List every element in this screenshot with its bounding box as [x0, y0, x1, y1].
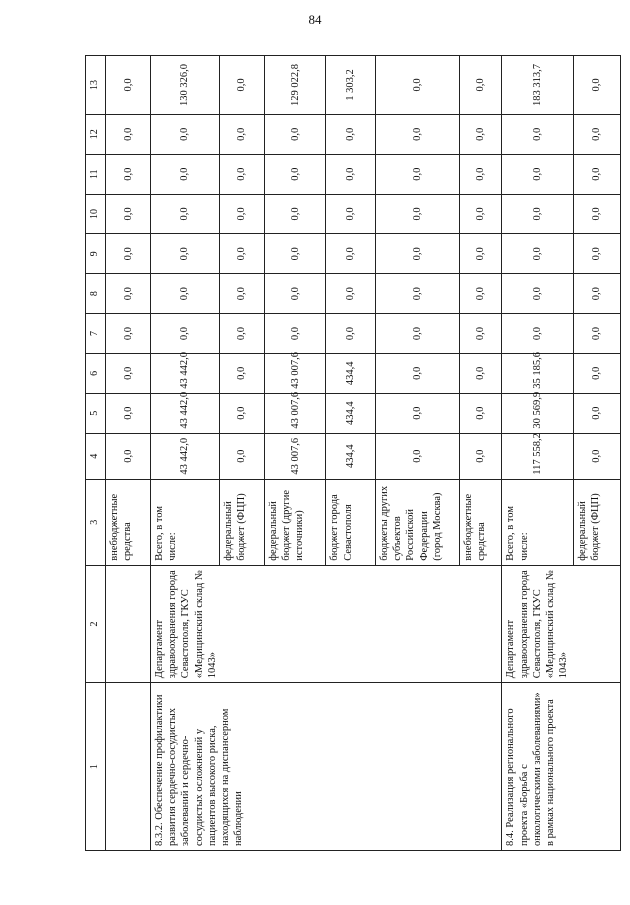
value-cell: 434,4 [326, 353, 376, 393]
value-cell: 0,0 [459, 274, 502, 314]
value-cell: 0,0 [459, 154, 502, 194]
header-cell: 4 [86, 433, 106, 479]
value-cell: 0,0 [376, 274, 460, 314]
value-cell: 0,0 [264, 114, 326, 154]
value-cell: 0,0 [376, 56, 460, 115]
value-cell: 0,0 [459, 393, 502, 433]
value-cell: 1 303,2 [326, 56, 376, 115]
value-cell: 0,0 [326, 154, 376, 194]
value-cell: 0,0 [219, 274, 264, 314]
value-cell: 0,0 [326, 234, 376, 274]
value-cell: 0,0 [219, 433, 264, 479]
page-number: 84 [308, 12, 322, 27]
value-cell: 0,0 [573, 433, 620, 479]
value-cell: 434,4 [326, 433, 376, 479]
rotated-table-wrapper [85, 55, 621, 851]
financing-table [85, 55, 621, 851]
measure-cell: 8.4. Реализация регионального проекта «Борьба с онкологическими заболеваниями» в рамках национального проекта [502, 683, 621, 851]
value-cell: 0,0 [326, 314, 376, 354]
value-cell: 43 442,0 [151, 393, 220, 433]
source-cell: федеральный бюджет (другие источники) [264, 479, 326, 565]
value-cell: 0,0 [106, 114, 151, 154]
value-cell: 0,0 [573, 56, 620, 115]
value-cell: 43 442,0 [151, 433, 220, 479]
value-cell: 0,0 [376, 154, 460, 194]
value-cell: 0,0 [376, 234, 460, 274]
value-cell: 0,0 [106, 234, 151, 274]
value-cell: 0,0 [459, 234, 502, 274]
header-cell: 11 [86, 154, 106, 194]
source-cell: Всего, в том числе: [502, 479, 573, 565]
value-cell: 117 558,2 [502, 433, 573, 479]
executor-cell: Департамент здравоохранения города Севастополя, ГКУС «Медицинский склад № 1043» [151, 565, 502, 682]
measure-cell: 8.3.2. Обеспечение профилактики развития сердечно-сосудистых заболеваний и сердечно-сосудистых осложнений у пациентов высокого риска, находящихся на диспансерном наблюдении [151, 683, 502, 851]
table-row [502, 56, 573, 851]
header-cell: 13 [86, 56, 106, 115]
value-cell: 0,0 [502, 114, 573, 154]
value-cell: 0,0 [219, 353, 264, 393]
value-cell: 0,0 [151, 274, 220, 314]
source-cell: бюджеты других субъектов Российской Федерации (город Москва) [376, 479, 460, 565]
value-cell: 0,0 [459, 353, 502, 393]
header-cell: 2 [86, 565, 106, 682]
value-cell: 0,0 [459, 314, 502, 354]
value-cell: 43 007,6 [264, 353, 326, 393]
value-cell: 0,0 [573, 234, 620, 274]
value-cell: 0,0 [573, 393, 620, 433]
value-cell: 0,0 [502, 194, 573, 234]
value-cell: 0,0 [376, 353, 460, 393]
value-cell: 43 442,0 [151, 353, 220, 393]
value-cell: 0,0 [326, 114, 376, 154]
value-cell: 0,0 [106, 353, 151, 393]
value-cell: 0,0 [264, 274, 326, 314]
value-cell: 0,0 [459, 56, 502, 115]
value-cell: 0,0 [376, 433, 460, 479]
executor-cell: Департамент здравоохранения города Севастополя, ГКУС «Медицинский склад № 1043» [502, 565, 621, 682]
value-cell: 0,0 [502, 234, 573, 274]
value-cell: 434,4 [326, 393, 376, 433]
value-cell: 0,0 [376, 194, 460, 234]
value-cell: 0,0 [219, 314, 264, 354]
value-cell: 0,0 [151, 314, 220, 354]
source-cell: федеральный бюджет (ФЦП) [219, 479, 264, 565]
value-cell: 0,0 [106, 433, 151, 479]
value-cell: 0,0 [326, 194, 376, 234]
value-cell: 43 007,6 [264, 393, 326, 433]
value-cell: 0,0 [459, 433, 502, 479]
value-cell: 43 007,6 [264, 433, 326, 479]
value-cell: 0,0 [106, 194, 151, 234]
value-cell: 0,0 [459, 114, 502, 154]
value-cell: 0,0 [376, 114, 460, 154]
value-cell: 0,0 [502, 154, 573, 194]
value-cell: 0,0 [264, 234, 326, 274]
value-cell: 0,0 [376, 393, 460, 433]
header-cell: 8 [86, 274, 106, 314]
header-row [86, 56, 106, 851]
value-cell: 0,0 [326, 274, 376, 314]
value-cell: 0,0 [151, 234, 220, 274]
value-cell: 0,0 [106, 274, 151, 314]
source-cell: Всего, в том числе: [151, 479, 220, 565]
value-cell: 0,0 [573, 114, 620, 154]
value-cell: 0,0 [106, 56, 151, 115]
executor-cell [106, 565, 151, 682]
value-cell: 0,0 [219, 154, 264, 194]
measure-cell [106, 683, 151, 851]
header-cell: 6 [86, 353, 106, 393]
value-cell: 0,0 [219, 56, 264, 115]
value-cell: 0,0 [219, 114, 264, 154]
value-cell: 0,0 [106, 154, 151, 194]
value-cell: 0,0 [376, 314, 460, 354]
value-cell: 0,0 [151, 194, 220, 234]
value-cell: 0,0 [573, 154, 620, 194]
value-cell: 0,0 [573, 353, 620, 393]
header-cell: 1 [86, 683, 106, 851]
header-cell: 12 [86, 114, 106, 154]
value-cell: 0,0 [219, 234, 264, 274]
value-cell: 130 326,0 [151, 56, 220, 115]
header-cell: 9 [86, 234, 106, 274]
table-row [106, 56, 151, 851]
header-cell: 10 [86, 194, 106, 234]
header-cell: 3 [86, 479, 106, 565]
value-cell: 0,0 [502, 274, 573, 314]
value-cell: 0,0 [573, 274, 620, 314]
header-cell: 7 [86, 314, 106, 354]
value-cell: 0,0 [264, 154, 326, 194]
source-cell: бюджет города Севастополя [326, 479, 376, 565]
value-cell: 0,0 [502, 314, 573, 354]
source-cell: внебюджетные средства [106, 479, 151, 565]
value-cell: 0,0 [106, 314, 151, 354]
source-cell: федеральный бюджет (ФЦП) [573, 479, 620, 565]
table-row [151, 56, 220, 851]
value-cell: 0,0 [106, 393, 151, 433]
value-cell: 0,0 [219, 393, 264, 433]
header-cell: 5 [86, 393, 106, 433]
value-cell: 0,0 [264, 194, 326, 234]
value-cell: 0,0 [573, 194, 620, 234]
source-cell: внебюджетные средства [459, 479, 502, 565]
value-cell: 0,0 [219, 194, 264, 234]
value-cell: 0,0 [573, 314, 620, 354]
value-cell: 183 313,7 [502, 56, 573, 115]
value-cell: 35 185,6 [502, 353, 573, 393]
value-cell: 0,0 [459, 194, 502, 234]
value-cell: 0,0 [151, 114, 220, 154]
value-cell: 30 569,9 [502, 393, 573, 433]
value-cell: 0,0 [151, 154, 220, 194]
value-cell: 0,0 [264, 314, 326, 354]
value-cell: 129 022,8 [264, 56, 326, 115]
